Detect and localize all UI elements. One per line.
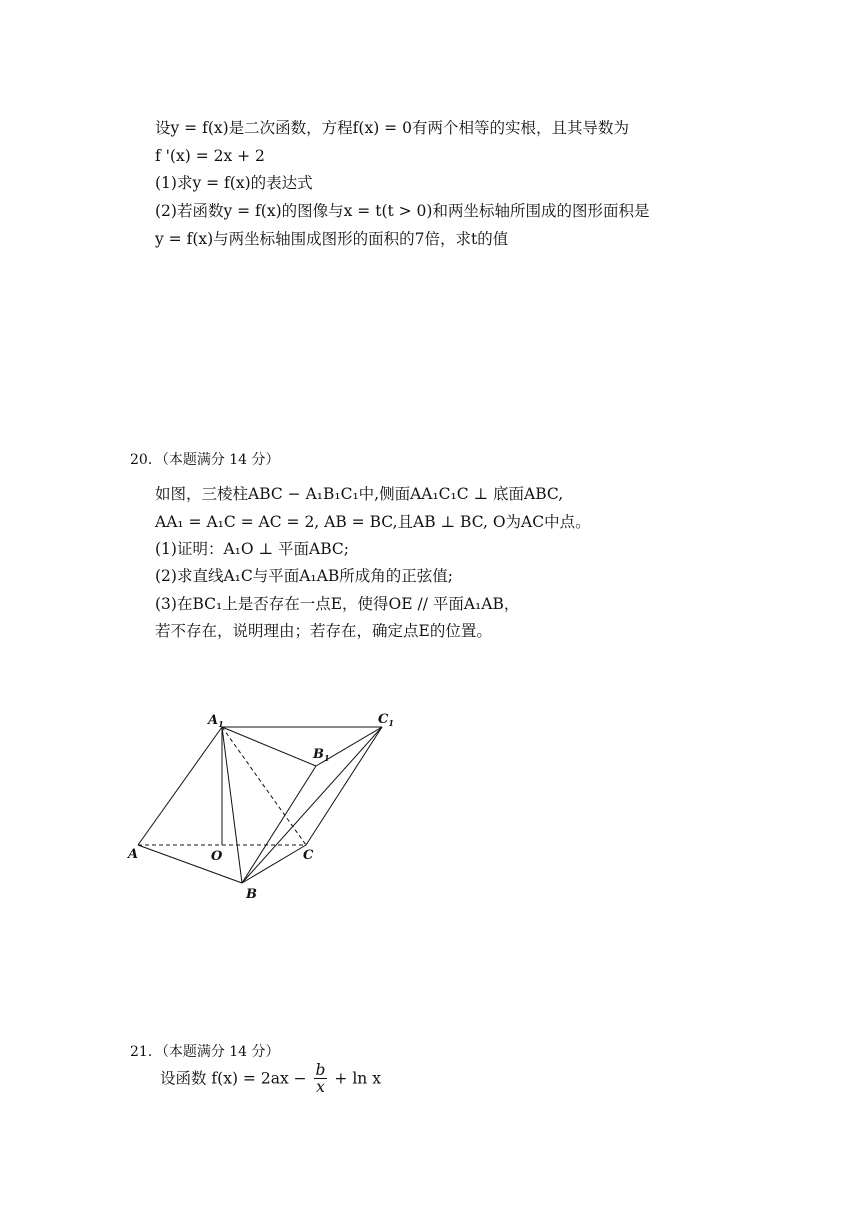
edge-b-c [242, 845, 306, 883]
edge-a-b [138, 845, 242, 883]
label-b: B [246, 887, 257, 902]
q19-line-2: f '(x) = 2x + 2 [155, 147, 265, 165]
q20-line-4: (2)求直线A₁C与平面A₁AB所成角的正弦值; [155, 567, 453, 585]
q20-line-1: 如图，三棱柱ABC − A₁B₁C₁中,侧面AA₁C₁C ⊥ 底面ABC, [155, 485, 564, 503]
edge-b-b1 [242, 766, 316, 883]
label-c1: $C_1$ [378, 712, 394, 728]
label-a1: $A_1$ [208, 713, 224, 729]
q20-header: 20．（本题满分 14 分） [130, 452, 280, 468]
q20-line-3: (1)证明：A₁O ⊥ 平面ABC; [155, 540, 349, 558]
prism-figure [120, 700, 420, 910]
edge-a1-a [138, 727, 222, 845]
label-a: A [128, 847, 139, 862]
q21-prefix: 设函数 f(x) = 2ax − [160, 1069, 307, 1088]
q21-suffix: + ln x [334, 1069, 381, 1088]
q21-fraction [314, 1062, 328, 1095]
label-o: O [211, 849, 223, 864]
q19-line-5: y = f(x)与两坐标轴围成图形的面积的7倍，求t的值 [155, 230, 509, 248]
q19-line-4: (2)若函数y = f(x)的图像与x = t(t > 0)和两坐标轴所围成的图形面积是 [155, 202, 650, 220]
q19-line-3: (1)求y = f(x)的表达式 [155, 174, 313, 192]
label-b1: $B_1$ [313, 747, 330, 763]
q21-line-1 [160, 1062, 381, 1095]
q21-frac-num: b [315, 1061, 326, 1079]
q21-header: 21．（本题满分 14 分） [130, 1044, 280, 1060]
q20-line-2: AA₁ = A₁C = AC = 2, AB = BC,且AB ⊥ BC, O为AC中点。 [155, 513, 591, 531]
q20-line-6: 若不存在，说明理由；若存在，确定点E的位置。 [155, 622, 492, 640]
q20-line-5: (3)在BC₁上是否存在一点E，使得OE // 平面A₁AB， [155, 595, 520, 613]
edge-c-c1 [306, 727, 382, 845]
q21-frac-den: x [316, 1078, 325, 1096]
q19-line-1: 设y = f(x)是二次函数，方程f(x) = 0有两个相等的实根，且其导数为 [155, 119, 629, 137]
label-c: C [303, 848, 314, 863]
